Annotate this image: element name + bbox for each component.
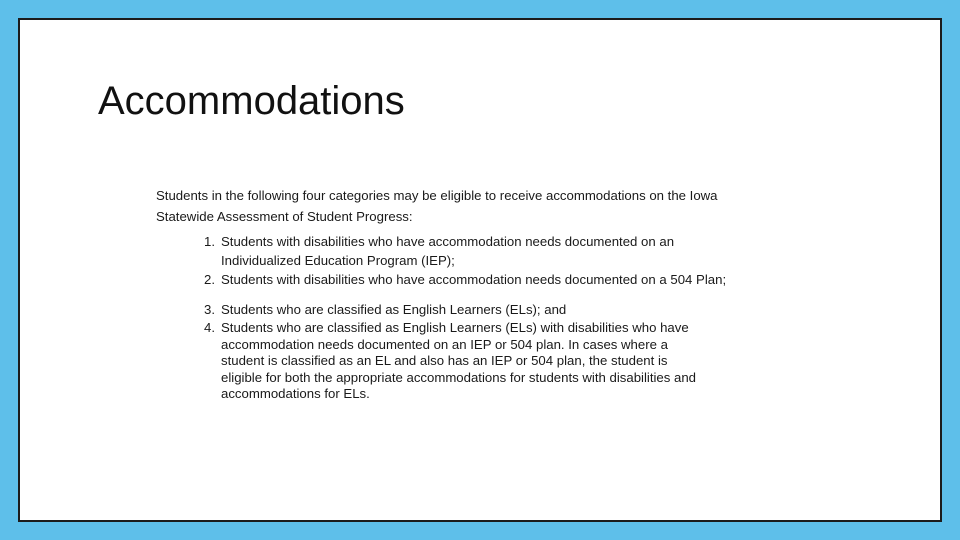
list-item-text: eligible for both the appropriate accommodations for students with disabilities and: [221, 369, 697, 385]
list-item-text: Students who are classified as English Learners (ELs); and: [221, 302, 567, 317]
intro-paragraph: [156, 185, 766, 227]
list-item-text: Students who are classified as English Learners (ELs) with disabilities who have: [221, 320, 689, 335]
list-item-text: Students with disabilities who have accommodation needs documented on a 504 Plan;: [221, 272, 727, 287]
slide-title: Accommodations: [98, 79, 405, 123]
slide: [18, 18, 942, 522]
list-item-text: Students with disabilities who have accommodation needs documented on an: [221, 234, 675, 249]
slide-body: [156, 185, 766, 403]
list-item-text: accommodations for ELs.: [221, 386, 370, 402]
list-item: [156, 270, 766, 289]
list-item-number: 2.: [204, 272, 215, 287]
intro-line: Statewide Assessment of Student Progress:: [156, 209, 413, 224]
intro-line: Students in the following four categories may be eligible to receive accommodations on the Iowa: [156, 188, 718, 203]
list-item: [156, 232, 766, 270]
list-item-number: 1.: [204, 234, 215, 249]
category-list: [156, 232, 766, 403]
list-item: [156, 320, 766, 403]
list-item-text: Individualized Education Program (IEP);: [221, 253, 455, 268]
list-item-number: 3.: [204, 302, 215, 317]
list-item-number: 4.: [204, 320, 215, 335]
list-item-text: student is classified as an EL and also has an IEP or 504 plan, the student is: [221, 353, 668, 369]
list-item: [156, 300, 766, 319]
list-item-text: accommodation needs documented on an IEP or 504 plan. In cases where a: [221, 336, 668, 352]
